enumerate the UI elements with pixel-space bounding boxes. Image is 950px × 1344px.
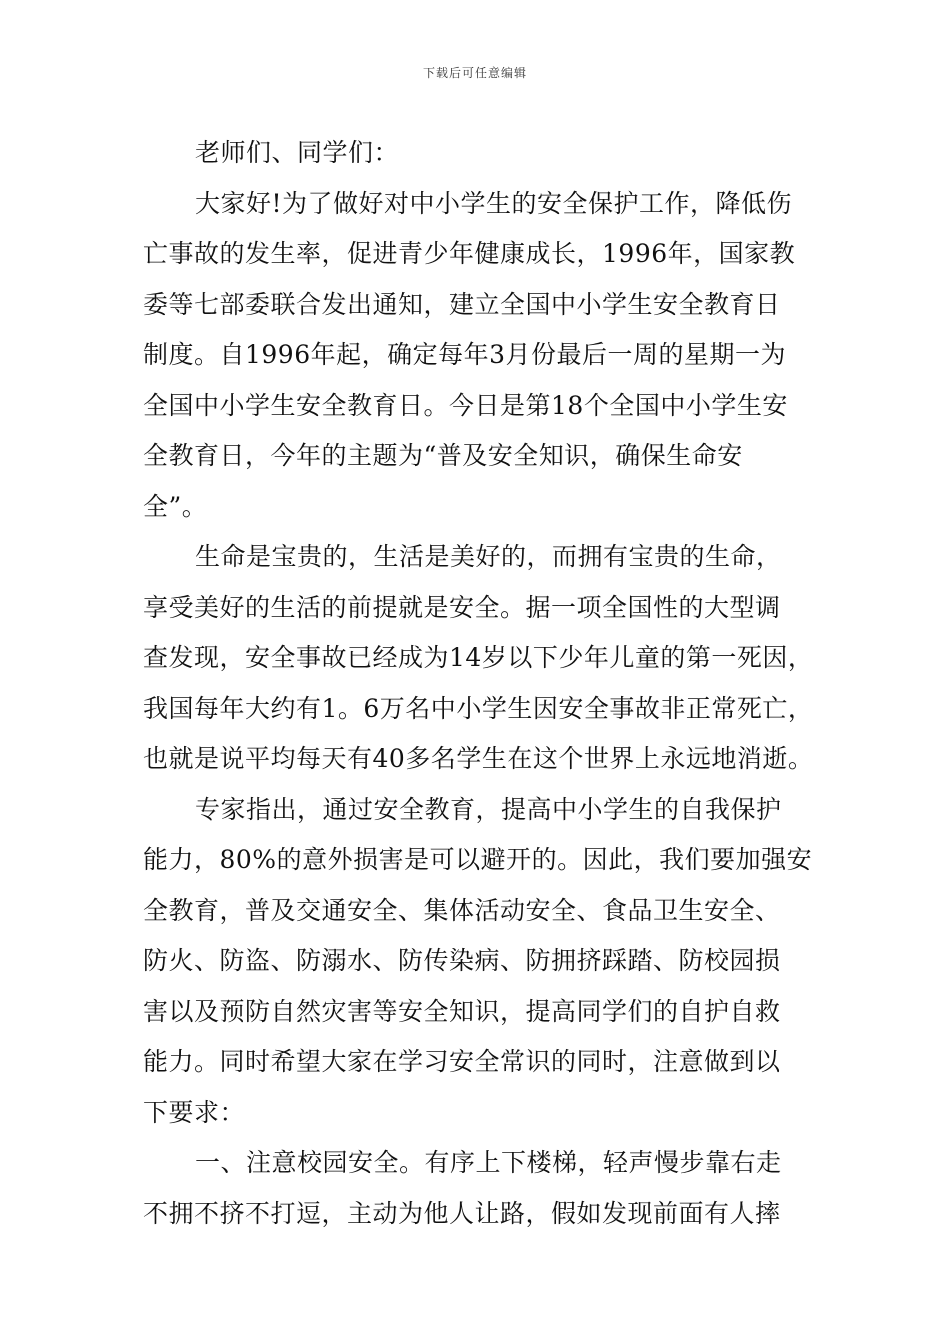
paragraph-line: 能力。同时希望大家在学习安全常识的同时，注意做到以 <box>143 1047 781 1076</box>
paragraph-line: 全国中小学生安全教育日。今日是第18个全国中小学生安 <box>143 390 788 420</box>
document-body <box>143 128 833 1239</box>
paragraph-line: 害以及预防自然灾害等安全知识，提高同学们的自护自救 <box>143 996 781 1026</box>
salutation-line: 老师们、同学们： <box>195 138 400 167</box>
paragraph-line: 能力，80%的意外损害是可以避开的。因此，我们要加强安 <box>143 845 813 874</box>
paragraph-line: 一、注意校园安全。有序上下楼梯，轻声慢步靠右走 <box>195 1148 782 1177</box>
page-header: 下载后可任意编辑 <box>422 66 527 80</box>
paragraph-line: 下要求： <box>143 1097 246 1127</box>
paragraph-line: 全教育，普及交通安全、集体活动安全、食品卫生安全、 <box>143 895 781 925</box>
paragraph-line: 不拥不挤不打逗，主动为他人让路，假如发现前面有人摔 <box>143 1198 781 1228</box>
paragraph-line: 我国每年大约有1。6万名中小学生因安全事故非正常死亡， <box>143 693 814 723</box>
paragraph-line: 全”。 <box>143 491 208 521</box>
paragraph-line: 查发现，安全事故已经成为14岁以下少年儿童的第一死因， <box>143 643 814 672</box>
paragraph-line: 亡事故的发生率，促进青少年健康成长，1996年，国家教 <box>143 239 796 268</box>
paragraph-line: 生命是宝贵的，生活是美好的，而拥有宝贵的生命， <box>195 542 782 571</box>
paragraph-line: 制度。自1996年起，确定每年3月份最后一周的星期一为 <box>143 340 787 369</box>
paragraph-line: 全教育日，今年的主题为“普及安全知识，确保生命安 <box>143 441 743 470</box>
paragraph-line: 防火、防盗、防溺水、防传染病、防拥挤踩踏、防校园损 <box>143 946 781 975</box>
paragraph-line: 享受美好的生活的前提就是安全。据一项全国性的大型调 <box>143 592 781 622</box>
paragraph-line: 大家好!为了做好对中小学生的安全保护工作，降低伤 <box>195 188 793 218</box>
paragraph-line: 也就是说平均每天有40多名学生在这个世界上永远地消逝。 <box>143 744 814 773</box>
paragraph-line: 专家指出，通过安全教育，提高中小学生的自我保护 <box>195 794 782 824</box>
paragraph-line: 委等七部委联合发出通知，建立全国中小学生安全教育日 <box>143 289 781 319</box>
